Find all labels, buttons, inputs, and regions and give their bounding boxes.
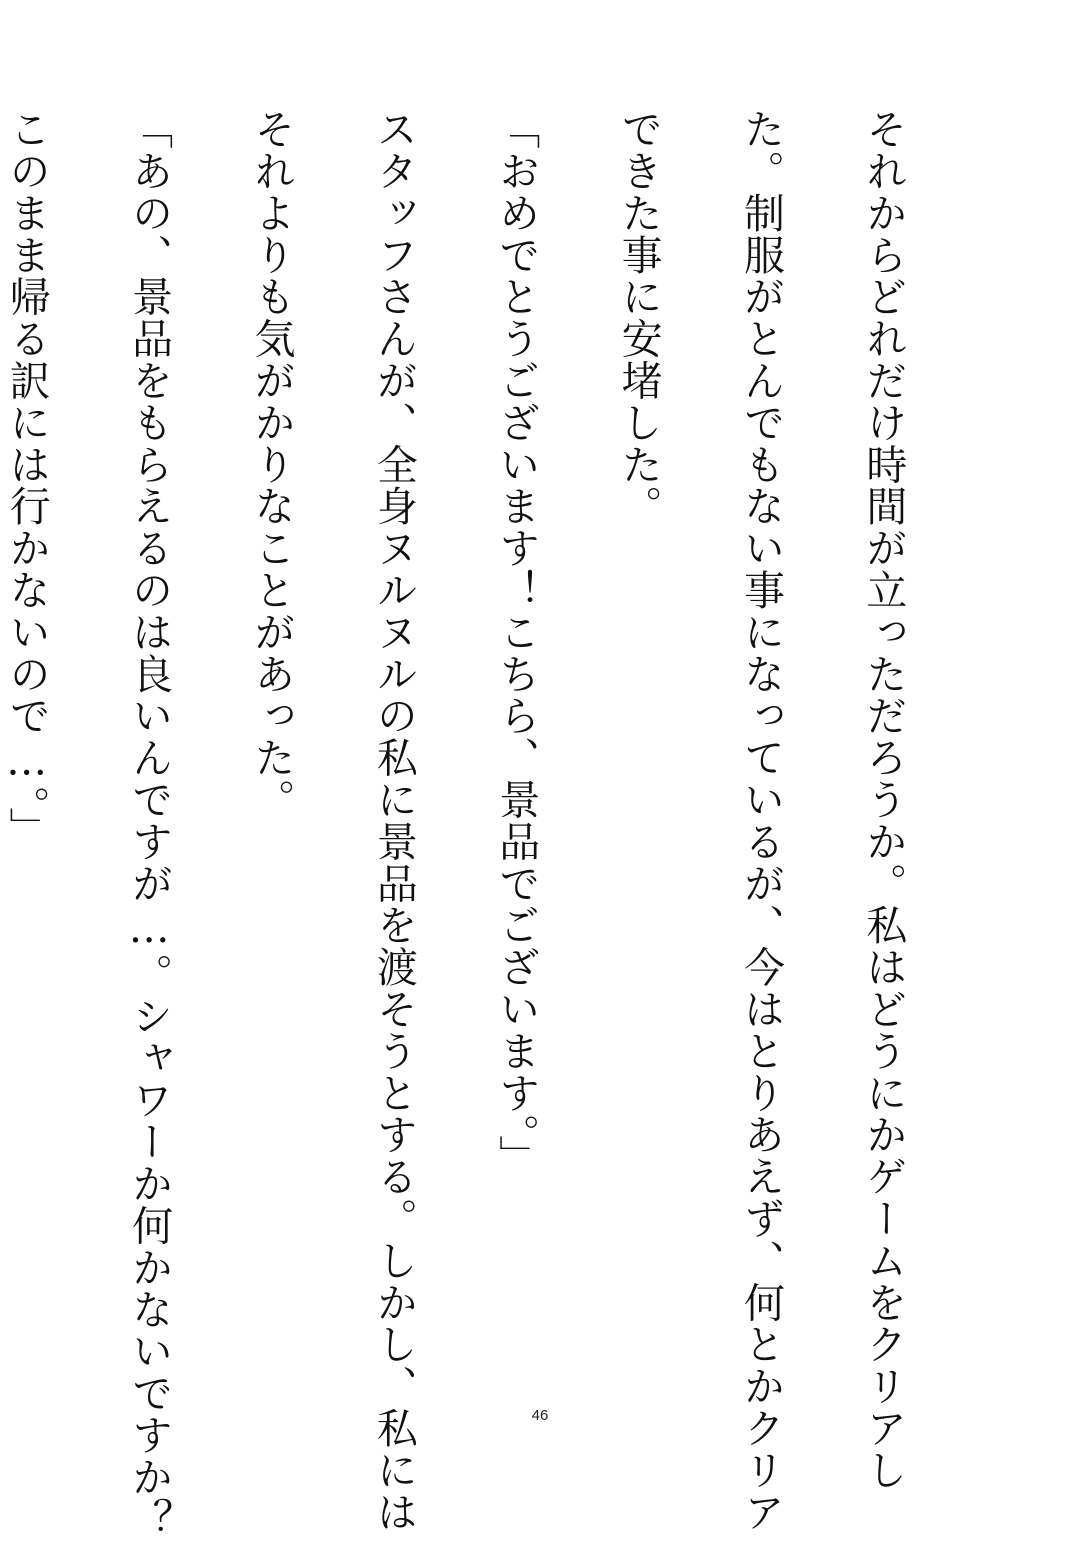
text-line: た。制服がとんでもない事になっているが、今はとりあえず、何とかクリア <box>737 108 786 1533</box>
dialogue-line: このまま帰る訳には行かないので…。」 <box>2 108 51 849</box>
text-line: それよりも気がかりなことがあった。 <box>247 108 296 821</box>
text-line: スタッフさんが、全身ヌルヌルの私に景品を渡そうとする。しかし、私には <box>369 108 418 1533</box>
text-line: できた事に安堵した。 <box>614 108 663 527</box>
dialogue-line: 「おめでとうございます！こちら、景品でございます。」 <box>492 108 541 1177</box>
dialogue-line: 「あの、景品をもらえるのは良いんですが…。シャワーか何かないですか？ <box>125 108 174 1540</box>
page-number: 46 <box>531 1407 549 1424</box>
text-line: それからどれだけ時間が立っただろうか。私はどうにかゲームをクリアし <box>859 108 908 1491</box>
